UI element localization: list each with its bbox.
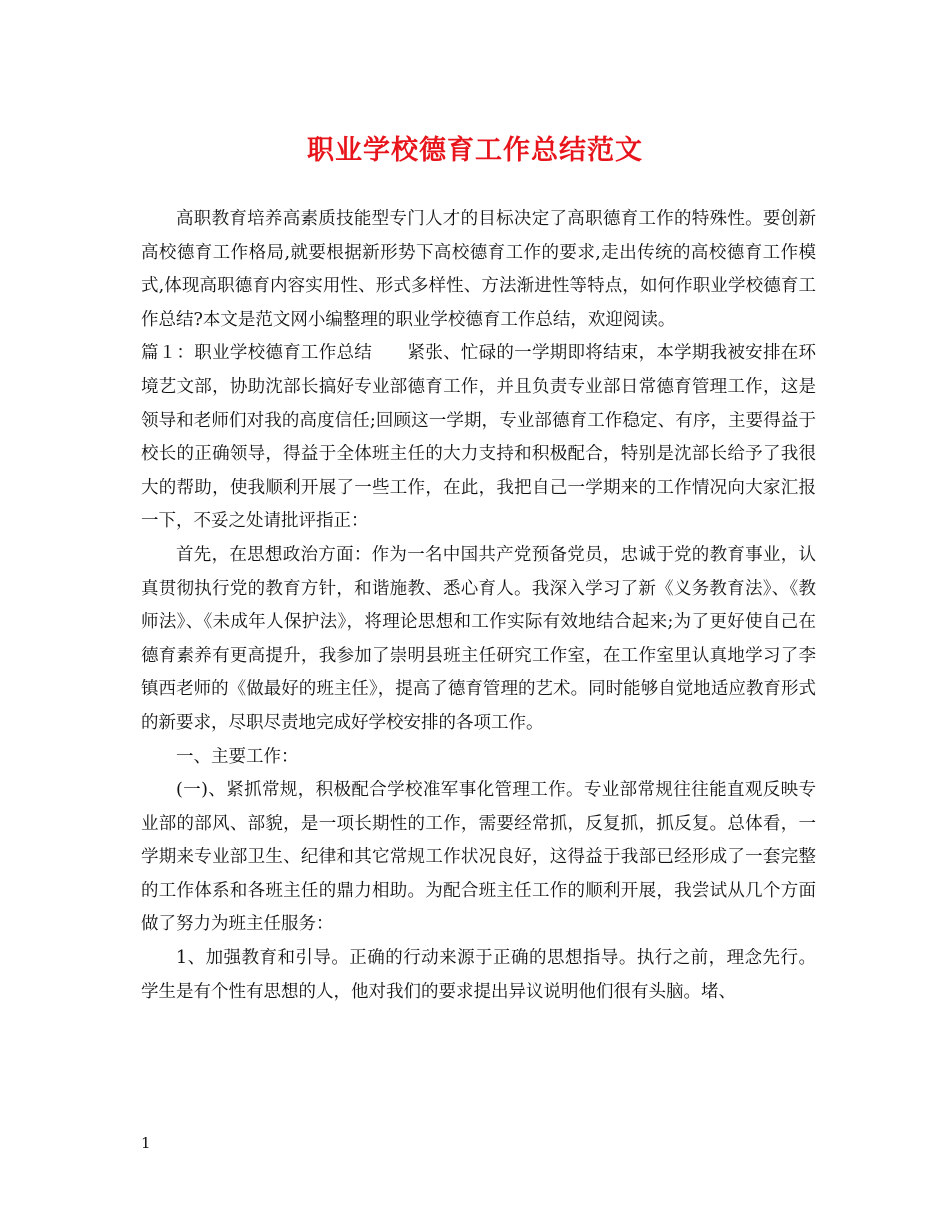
document-body (141, 203, 816, 1009)
paragraph-guidance: 1、加强教育和引导。正确的行动来源于正确的思想指导。执行之前，理念先行。学生是有个性有思想的人，他对我们的要求提出异议说明他们很有头脑。堵、 (141, 948, 816, 1002)
document-title: 职业学校德育工作总结范文 (307, 135, 643, 166)
paragraph-political: 首先，在思想政治方面：作为一名中国共产党预备党员，忠诚于党的教育事业，认真贯彻执行党的教育方针，和谐施教、悉心育人。我深入学习了新《义务教育法》、《教师法》、《未成年人保护法》，将理论思想和工作实际有效地结合起来;为了更好使自己在德育素养有更高提升，我参加了崇明县班主任研究工作室，在工作室里认真地学习了李镇西老师的《做最好的班主任》，提高了德育管理的艺术。同时能够自觉地适应教育形式的新要求，尽职尽责地完成好学校安排的各项工作。 (141, 544, 816, 733)
paragraph-routine: (一)、紧抓常规，积极配合学校准军事化管理工作。专业部常规往往能直观反映专业部的部风、部貌，是一项长期性的工作，需要经常抓，反复抓，抓反复。总体看，一学期来专业部卫生、纪律和其它常规工作状况良好，这得益于我部已经形成了一套完整的工作体系和各班主任的鼎力相助。为配合班主任工作的顺利开展，我尝试从几个方面做了努力为班主任服务： (141, 780, 816, 935)
paragraph-heading-main-work: 一、主要工作： (176, 746, 299, 767)
paragraph-section-1: 篇１：职业学校德育工作总结 紧张、忙碌的一学期即将结束，本学期我被安排在环境艺文部，协助沈部长搞好专业部德育工作，并且负责专业部日常德育管理工作，这是领导和老师们对我的高度信任;回顾这一学期，专业部德育工作稳定、有序，主要得益于校长的正确领导，得益于全体班主任的大力支持和积极配合，特别是沈部长给予了我很大的帮助，使我顺利开展了一些工作，在此，我把自己一学期来的工作情况向大家汇报一下，不妥之处请批评指正： (141, 343, 816, 532)
paragraph-intro: 高职教育培养高素质技能型专门人才的目标决定了高职德育工作的特殊性。要创新高校德育工作格局,就要根据新形势下高校德育工作的要求,走出传统的高校德育工作模式,体现高职德育内容实用性、形式多样性、方法渐进性等特点，如何作职业学校德育工作总结?本文是范文网小编整理的职业学校德育工作总结，欢迎阅读。 (141, 209, 816, 330)
page-number: 1 (141, 1134, 151, 1152)
